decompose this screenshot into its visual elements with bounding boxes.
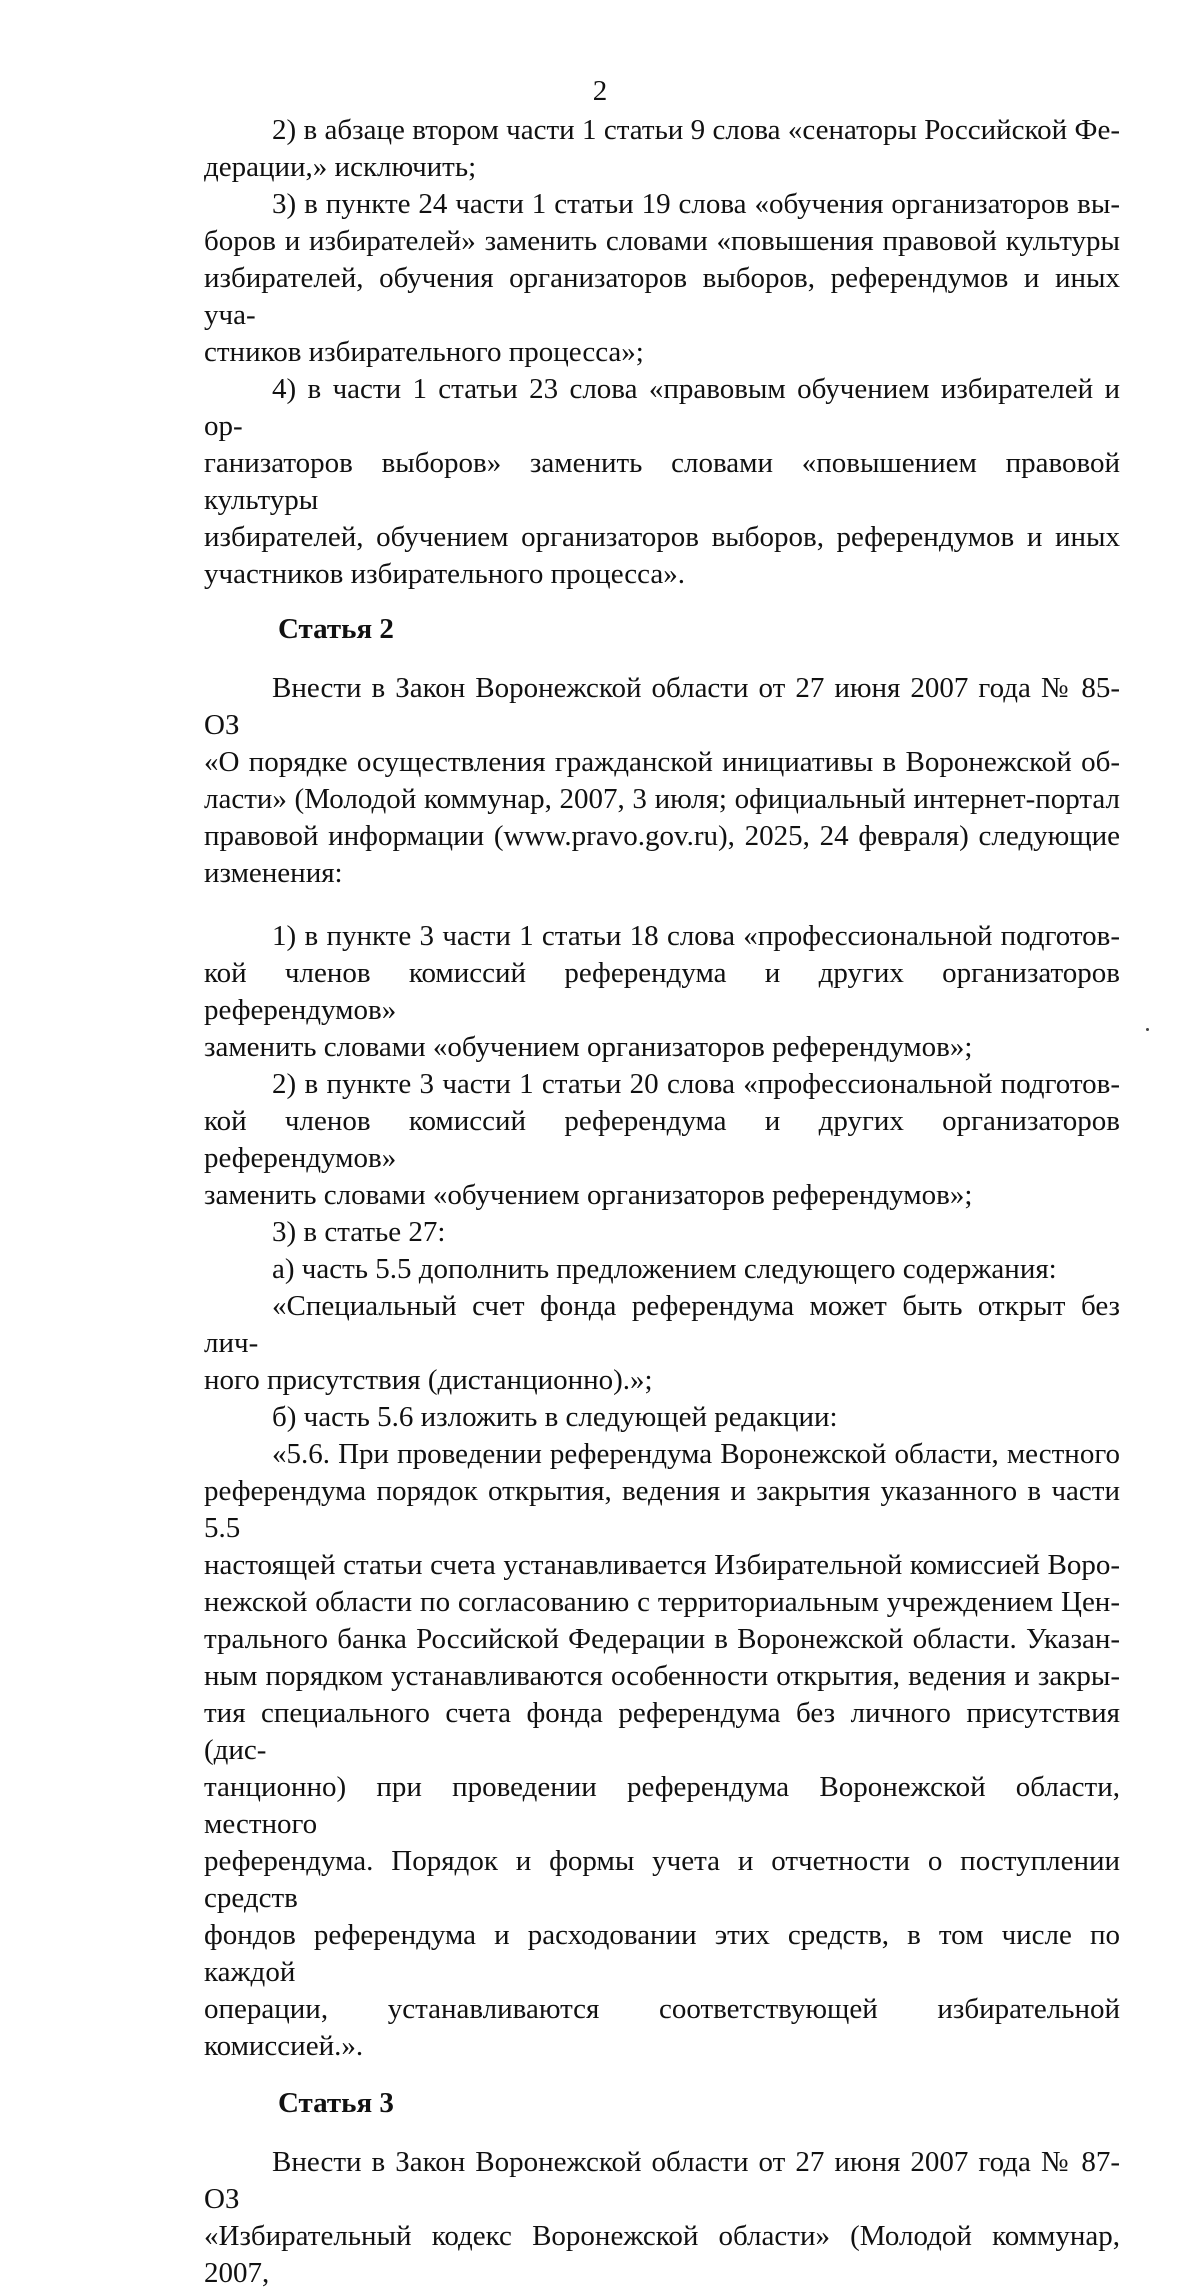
text-line: референдума. Порядок и формы учета и отчетности о поступлении средств — [204, 1845, 1120, 1914]
text-line: 1) в пункте 3 части 1 статьи 18 слова «профессиональной подготов- — [272, 920, 1120, 952]
text-line: б) часть 5.6 изложить в следующей редакции: — [272, 1401, 838, 1433]
text-line: «5.6. При проведении референдума Воронежской области, местного — [272, 1438, 1120, 1470]
text-line: изменения: — [204, 857, 343, 889]
text-line: «О порядке осуществления гражданской инициативы в Воронежской об- — [204, 746, 1120, 778]
text-line: танционно) при проведении референдума Воронежской области, местного — [204, 1771, 1120, 1840]
text-line: избирателей, обучения организаторов выборов, референдумов и иных уча- — [204, 262, 1120, 331]
article-2-item-4 — [204, 1288, 1120, 1399]
article-2-heading: Статья 2 — [278, 613, 394, 645]
article-1-item-2 — [204, 371, 1120, 593]
text-line: дерации,» исключить; — [204, 151, 477, 183]
text-line: Внести в Закон Воронежской области от 27 июня 2007 года № 85-ОЗ — [204, 672, 1120, 741]
article-2-intro — [204, 670, 1120, 892]
article-2-item-3 — [204, 1251, 1120, 1288]
article-2-item-2 — [204, 1214, 1120, 1251]
article-1-item-0 — [204, 112, 1120, 186]
text-line: ным порядком устанавливаются особенности открытия, ведения и закры- — [204, 1660, 1120, 1692]
article-2-item-1 — [204, 1066, 1120, 1214]
article-3-intro — [204, 2144, 1120, 2292]
text-line: «Специальный счет фонда референдума может быть открыт без лич- — [204, 1290, 1120, 1359]
text-line: фондов референдума и расходовании этих средств, в том числе по каждой — [204, 1919, 1120, 1988]
text-line: стников избирательного процесса»; — [204, 336, 644, 368]
text-line: Внести в Закон Воронежской области от 27 июня 2007 года № 87-ОЗ — [204, 2146, 1120, 2215]
text-line: 3) в статье 27: — [272, 1216, 446, 1248]
article-2-intro-paragraph — [204, 670, 1120, 892]
article-2-item-6 — [204, 1436, 1120, 2065]
document-body — [204, 112, 1120, 2292]
text-line: а) часть 5.5 дополнить предложением следующего содержания: — [272, 1253, 1057, 1285]
text-line: 4) в части 1 статьи 23 слова «правовым обучением избирателей и ор- — [204, 373, 1120, 442]
text-line: референдума порядок открытия, ведения и закрытия указанного в части 5.5 — [204, 1475, 1120, 1544]
article-1-item-1 — [204, 186, 1120, 371]
text-line: нежской области по согласованию с территориальным учреждением Цен- — [204, 1586, 1120, 1618]
text-line: трального банка Российской Федерации в Воронежской области. Указан- — [204, 1623, 1120, 1655]
text-line: участников избирательного процесса». — [204, 558, 686, 590]
text-line: боров и избирателей» заменить словами «повышения правовой культуры — [204, 225, 1120, 257]
text-line: 2) в пункте 3 части 1 статьи 20 слова «профессиональной подготов- — [272, 1068, 1120, 1100]
scan-speck — [1146, 1028, 1149, 1031]
article-2-item-5 — [204, 1399, 1120, 1436]
text-line: кой членов комиссий референдума и других организаторов референдумов» — [204, 1105, 1120, 1174]
text-line: кой членов комиссий референдума и других организаторов референдумов» — [204, 957, 1120, 1026]
article-1-items — [204, 112, 1120, 593]
article-3-heading: Статья 3 — [278, 2087, 394, 2119]
text-line: ного присутствия (дистанционно).»; — [204, 1364, 653, 1396]
spacer — [204, 892, 1120, 918]
text-line: правовой информации (www.pravo.gov.ru), 2025, 24 февраля) следующие — [204, 820, 1120, 852]
text-line: тия специального счета фонда референдума без личного присутствия (дис- — [204, 1697, 1120, 1766]
article-3-intro-paragraph — [204, 2144, 1120, 2292]
text-line: заменить словами «обучением организаторов референдумов»; — [204, 1179, 973, 1211]
page-number: 2 — [592, 75, 608, 107]
article-2-items — [204, 918, 1120, 2065]
text-line: 3) в пункте 24 части 1 статьи 19 слова «обучения организаторов вы- — [272, 188, 1120, 220]
text-line: «Избирательный кодекс Воронежской области» (Молодой коммунар, 2007, — [204, 2220, 1120, 2289]
text-line: избирателей, обучением организаторов выборов, референдумов и иных — [204, 521, 1120, 553]
text-line: заменить словами «обучением организаторов референдумов»; — [204, 1031, 973, 1063]
text-line: настоящей статьи счета устанавливается Избирательной комиссией Воро- — [204, 1549, 1120, 1581]
text-line: ласти» (Молодой коммунар, 2007, 3 июля; официальный интернет-портал — [204, 783, 1120, 815]
text-line: ганизаторов выборов» заменить словами «повышением правовой культуры — [204, 447, 1120, 516]
article-2-item-0 — [204, 918, 1120, 1066]
text-line: 2) в абзаце втором части 1 статьи 9 слова «сенаторы Российской Фе- — [272, 114, 1120, 146]
text-line: операции, устанавливаются соответствующей избирательной комиссией.». — [204, 1993, 1120, 2062]
